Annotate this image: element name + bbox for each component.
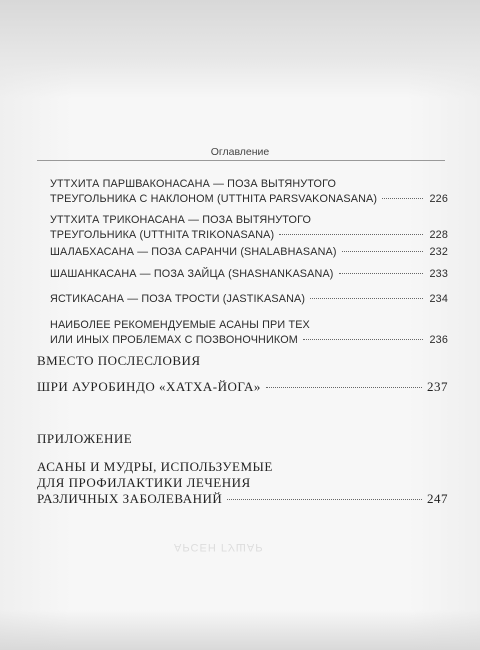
toc-entry-line: УТТХИТА ТРИКОНАСАНА — ПОЗА ВЫТЯНУТОГО — [50, 214, 312, 226]
toc-entry-line: РАЗЛИЧНЫХ ЗАБОЛЕВАНИЙ — [37, 491, 223, 506]
toc-entry-utthita-trikonasana[interactable] — [50, 213, 448, 243]
toc-entry-line: ИЛИ ИНЫХ ПРОБЛЕМАХ С ПОЗВОНОЧНИКОМ — [50, 334, 298, 346]
toc-entry-line: ШАШАНКАСАНА — ПОЗА ЗАЙЦА (SHASHANKASANA) — [50, 268, 334, 280]
page-number: 236 — [429, 334, 448, 346]
toc-entry-line: ШРИ АУРОБИНДО «ХАТХА-ЙОГА» — [37, 379, 261, 394]
page-number: 233 — [429, 268, 448, 280]
dot-leader — [266, 387, 422, 388]
toc-entry-recommended-asanas[interactable] — [50, 318, 448, 348]
header-divider — [37, 160, 445, 161]
toc-entry-line: НАИБОЛЕЕ РЕКОМЕНДУЕМЫЕ АСАНЫ ПРИ ТЕХ — [50, 319, 310, 331]
toc-entry-jastikasana[interactable] — [50, 292, 448, 307]
dot-leader — [303, 339, 423, 340]
toc-entry-line: УТТХИТА ПАРШВАКОНАСАНА — ПОЗА ВЫТЯНУТОГО — [50, 178, 337, 190]
section-heading-appendix — [37, 431, 448, 447]
page-number: 228 — [429, 229, 448, 241]
page-number: 247 — [427, 491, 448, 506]
dot-leader — [342, 251, 423, 252]
dot-leader — [227, 499, 422, 500]
show-through-text: АРСЕН ГУШАР — [174, 541, 264, 553]
toc-entry-shashankasana[interactable] — [50, 267, 448, 282]
toc-entry-sri-aurobindo[interactable] — [37, 379, 448, 395]
toc-entry-line: ЯСТИКАСАНА — ПОЗА ТРОСТИ (JASTIKASANA) — [50, 293, 306, 305]
section-heading-text: ПРИЛОЖЕНИЕ — [37, 431, 133, 446]
page-number: 232 — [429, 246, 448, 258]
dot-leader — [382, 198, 423, 199]
toc-entry-line: ШАЛАБХАСАНА — ПОЗА САРАНЧИ (SHALABHASANA) — [50, 246, 337, 258]
running-title: Оглавление — [210, 146, 270, 158]
page-number: 226 — [429, 193, 448, 205]
dot-leader — [310, 298, 423, 299]
page-number: 237 — [427, 379, 448, 394]
toc-entry-line: ТРЕУГОЛЬНИКА (UTTHITA TRIKONASANA) — [50, 229, 275, 241]
dot-leader — [339, 273, 423, 274]
bottom-page-shadow — [0, 610, 480, 650]
top-page-shadow — [0, 0, 480, 98]
dot-leader — [279, 234, 423, 235]
toc-entry-line: ТРЕУГОЛЬНИКА С НАКЛОНОМ (UTTHITA PARSVAKONASANA) — [50, 193, 378, 205]
section-heading-afterword — [37, 353, 448, 369]
toc-entry-line: АСАНЫ И МУДРЫ, ИСПОЛЬЗУЕМЫЕ — [37, 459, 273, 474]
toc-entry-line: ДЛЯ ПРОФИЛАКТИКИ ЛЕЧЕНИЯ — [37, 475, 251, 490]
section-heading-text: ВМЕСТО ПОСЛЕСЛОВИЯ — [37, 353, 201, 368]
page-number: 234 — [429, 293, 448, 305]
toc-entry-utthita-parsvakonasana[interactable] — [50, 177, 448, 207]
toc-entry-shalabhasana[interactable] — [50, 245, 448, 260]
toc-entry-asanas-and-mudras[interactable] — [37, 459, 448, 507]
